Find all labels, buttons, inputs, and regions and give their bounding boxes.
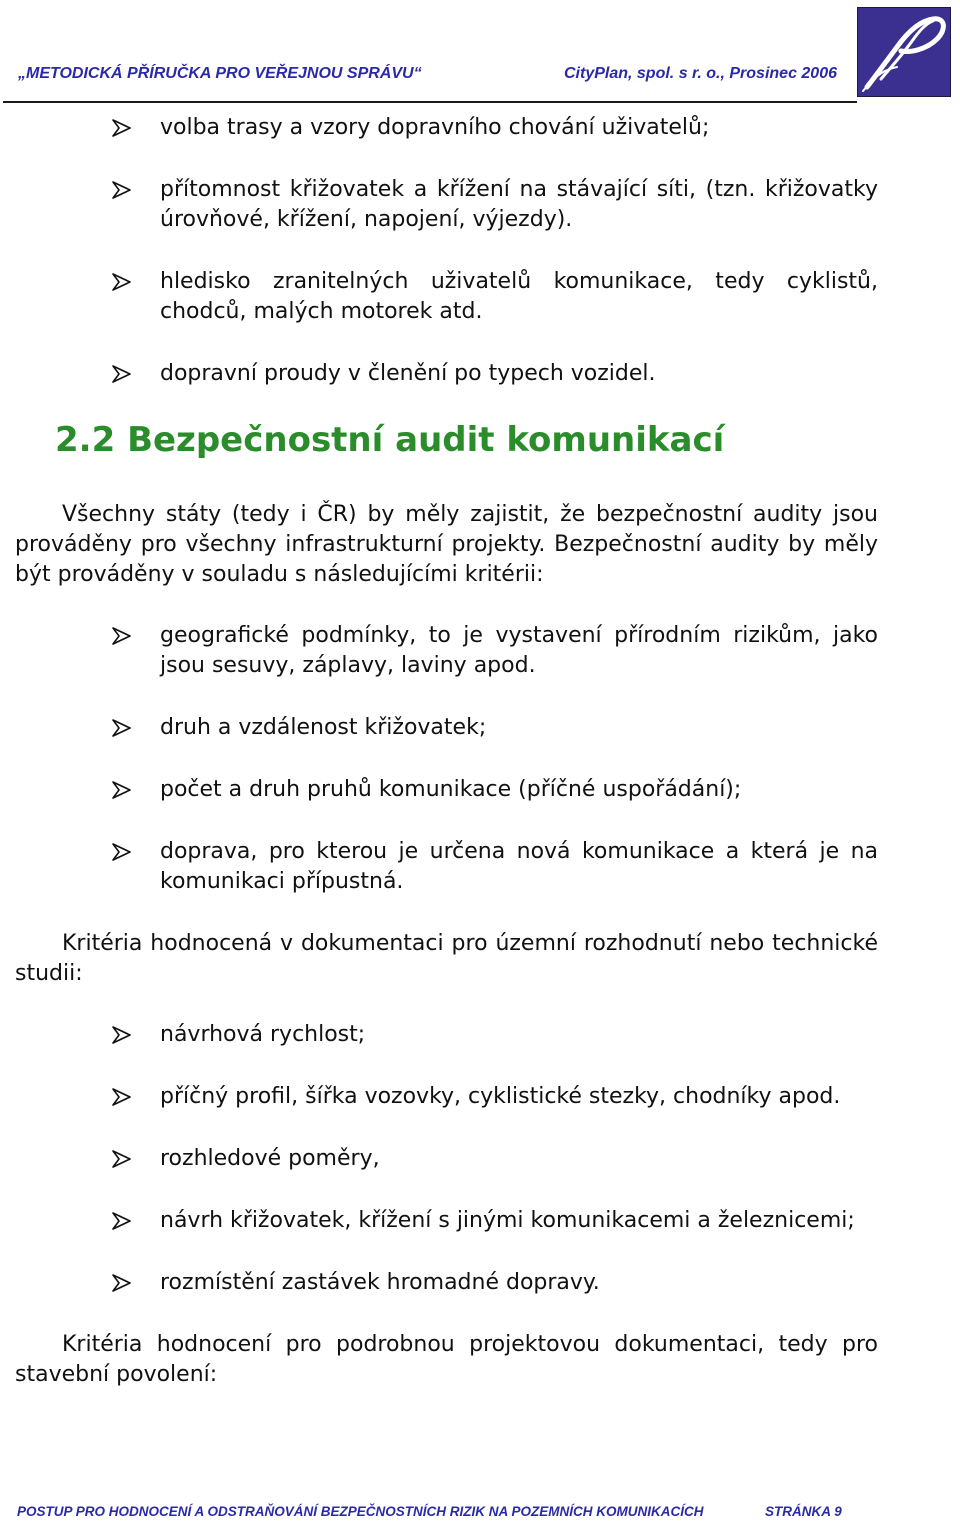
footer-document-title: POSTUP PRO HODNOCENÍ A ODSTRAŇOVÁNÍ BEZPEČNOSTNÍCH RIZIK NA POZEMNÍCH KOMUNIKACÍCH — [17, 1504, 704, 1519]
list-item — [110, 113, 878, 143]
list-item-text: dopravní proudy v členění po typech vozidel. — [160, 361, 656, 386]
list-item — [110, 267, 878, 327]
header-publication-title: „METODICKÁ PŘÍRUČKA PRO VEŘEJNOU SPRÁVU“ — [18, 65, 422, 82]
list-item — [110, 1144, 878, 1174]
arrow-bullet-icon — [110, 175, 134, 205]
paragraph: Kritéria hodnocená v dokumentaci pro územní rozhodnutí nebo technické studii: — [15, 931, 878, 986]
list-item — [110, 1020, 878, 1050]
footer-page-number: STRÁNKA 9 — [765, 1504, 842, 1519]
list-item — [110, 837, 878, 897]
arrow-bullet-icon — [110, 621, 134, 651]
list-item-text: počet a druh pruhů komunikace (příčné uspořádání); — [160, 777, 742, 802]
section-heading: 2.2 Bezpečnostní audit komunikací — [55, 420, 725, 460]
list-item — [110, 359, 878, 389]
arrow-bullet-icon — [110, 1206, 134, 1236]
arrow-bullet-icon — [110, 713, 134, 743]
list-item — [110, 621, 878, 681]
list-item — [110, 1082, 878, 1112]
page-header — [0, 0, 960, 106]
list-item-text: volba trasy a vzory dopravního chování uživatelů; — [160, 115, 710, 140]
list-item-text: doprava, pro kterou je určena nová komunikace a která je na komunikaci přípustná. — [160, 839, 878, 894]
paragraph: Kritéria hodnocení pro podrobnou projektovou dokumentaci, tedy pro stavební povolení: — [15, 1332, 878, 1387]
arrow-bullet-icon — [110, 1020, 134, 1050]
list-item-text: hledisko zranitelných uživatelů komunikace, tedy cyklistů, chodců, malých motorek atd. — [160, 269, 878, 324]
cityplan-logo-icon — [857, 7, 951, 97]
list-item-text: rozhledové poměry, — [160, 1146, 380, 1171]
list-item — [110, 1206, 878, 1236]
paragraph: Všechny státy (tedy i ČR) by měly zajistit, že bezpečnostní audity jsou prováděny pro všechny infrastrukturní projekty. Bezpečnostní audity by měly být prováděny v souladu s následujícími kritérii: — [15, 502, 878, 587]
list-item-text: návrh křižovatek, křížení s jinými komunikacemi a železnicemi; — [160, 1208, 855, 1233]
arrow-bullet-icon — [110, 1268, 134, 1298]
list-item-text: rozmístění zastávek hromadné dopravy. — [160, 1270, 600, 1295]
list-item-text: geografické podmínky, to je vystavení přírodním rizikům, jako jsou sesuvy, záplavy, laviny apod. — [160, 623, 878, 678]
arrow-bullet-icon — [110, 359, 134, 389]
arrow-bullet-icon — [110, 775, 134, 805]
arrow-bullet-icon — [110, 113, 134, 143]
arrow-bullet-icon — [110, 837, 134, 867]
list-item-text: druh a vzdálenost křižovatek; — [160, 715, 487, 740]
list-item-text: příčný profil, šířka vozovky, cyklistické stezky, chodníky apod. — [160, 1084, 841, 1109]
list-item — [110, 1268, 878, 1298]
list-item — [110, 175, 878, 235]
arrow-bullet-icon — [110, 1144, 134, 1174]
list-item — [110, 775, 878, 805]
header-company-date: CityPlan, spol. s r. o., Prosinec 2006 — [564, 65, 837, 82]
list-item-text: návrhová rychlost; — [160, 1022, 366, 1047]
header-rule — [3, 101, 857, 103]
list-item-text: přítomnost křižovatek a křížení na stávající síti, (tzn. křižovatky úrovňové, křížení, napojení, výjezdy). — [160, 177, 878, 232]
arrow-bullet-icon — [110, 267, 134, 297]
list-item — [110, 713, 878, 743]
arrow-bullet-icon — [110, 1082, 134, 1112]
